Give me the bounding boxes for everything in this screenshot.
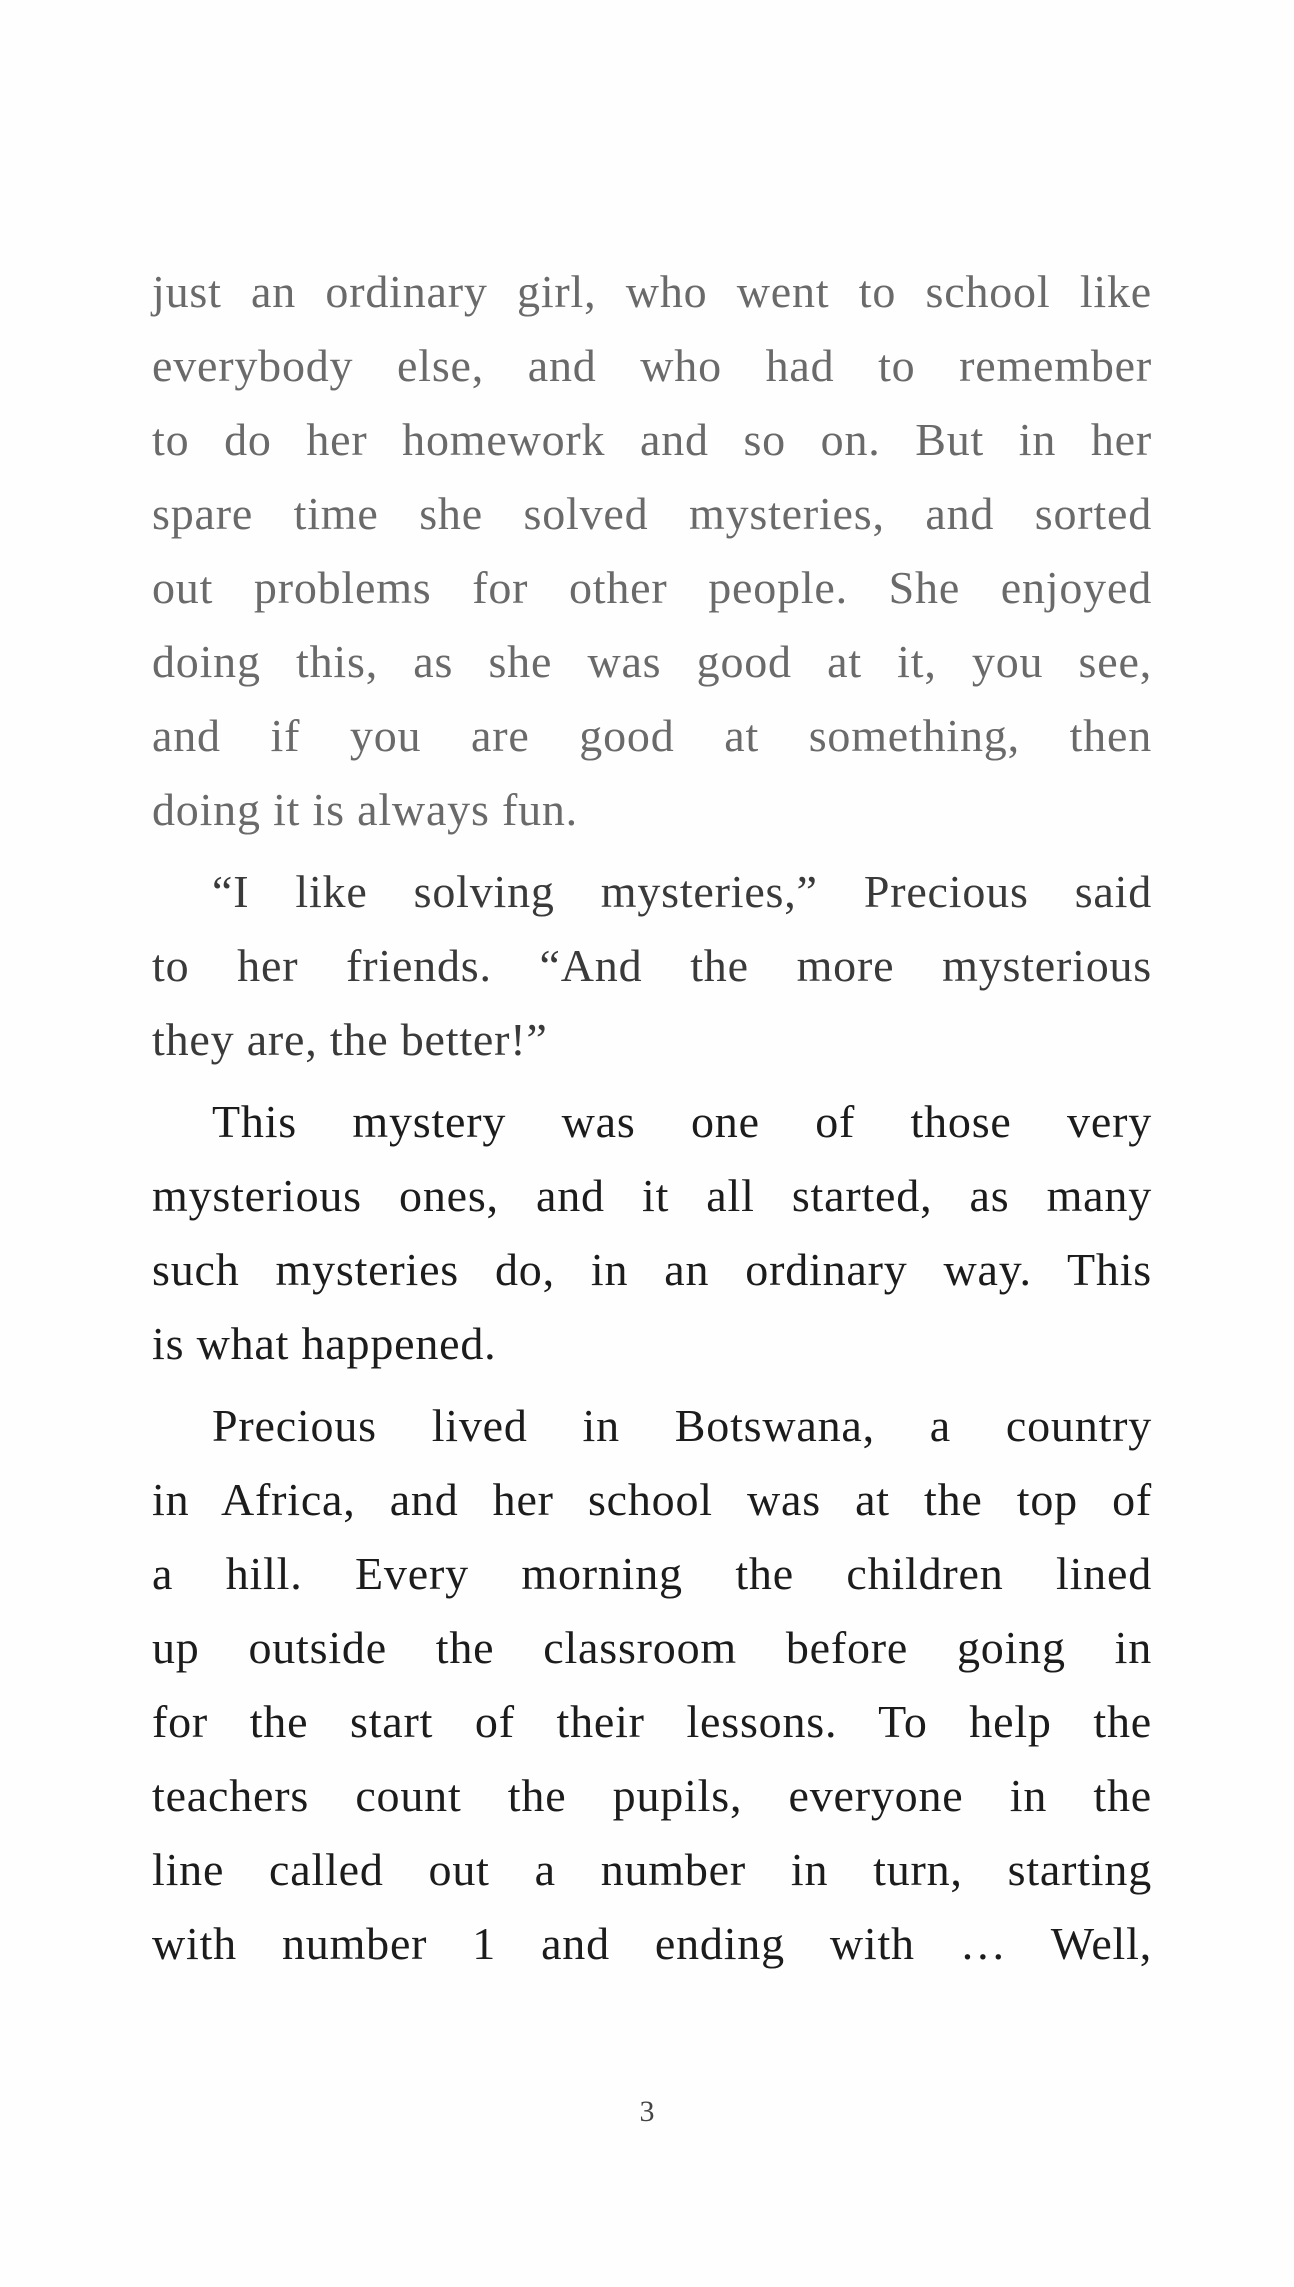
text-line: mysterious ones, and it all started, as many xyxy=(152,1170,1152,1221)
text-line: “I like solving mysteries,” Precious said xyxy=(212,866,1152,917)
text-line: in Africa, and her school was at the top of xyxy=(152,1474,1152,1525)
text-line: such mysteries do, in an ordinary way. This xyxy=(152,1244,1152,1295)
text-line: teachers count the pupils, everyone in the xyxy=(152,1770,1152,1821)
text-line: and if you are good at something, then xyxy=(152,710,1152,761)
paragraph-1 xyxy=(152,255,1152,847)
text-line: just an ordinary girl, who went to school like xyxy=(152,266,1152,317)
text-line: everybody else, and who had to remember xyxy=(152,340,1152,391)
text-line: is what happened. xyxy=(152,1318,497,1369)
text-line: Precious lived in Botswana, a country xyxy=(212,1400,1152,1451)
text-line: with number 1 and ending with … Well, xyxy=(152,1918,1152,1969)
text-line: to her friends. “And the more mysterious xyxy=(152,940,1152,991)
text-line: they are, the better!” xyxy=(152,1014,548,1065)
text-line: up outside the classroom before going in xyxy=(152,1622,1152,1673)
text-line: to do her homework and so on. But in her xyxy=(152,414,1152,465)
text-line: out problems for other people. She enjoyed xyxy=(152,562,1152,613)
text-line: spare time she solved mysteries, and sorted xyxy=(152,488,1152,539)
paragraph-4 xyxy=(152,1389,1152,1981)
text-line: for the start of their lessons. To help the xyxy=(152,1696,1152,1747)
text-line: a hill. Every morning the children lined xyxy=(152,1548,1152,1599)
text-line: doing it is always fun. xyxy=(152,784,578,835)
text-line: doing this, as she was good at it, you see, xyxy=(152,636,1152,687)
text-line: line called out a number in turn, starting xyxy=(152,1844,1152,1895)
body-text xyxy=(152,255,1152,1989)
paragraph-3 xyxy=(152,1085,1152,1381)
paragraph-2 xyxy=(152,855,1152,1077)
text-line: This mystery was one of those very xyxy=(212,1096,1152,1147)
page-number: 3 xyxy=(639,2095,655,2128)
